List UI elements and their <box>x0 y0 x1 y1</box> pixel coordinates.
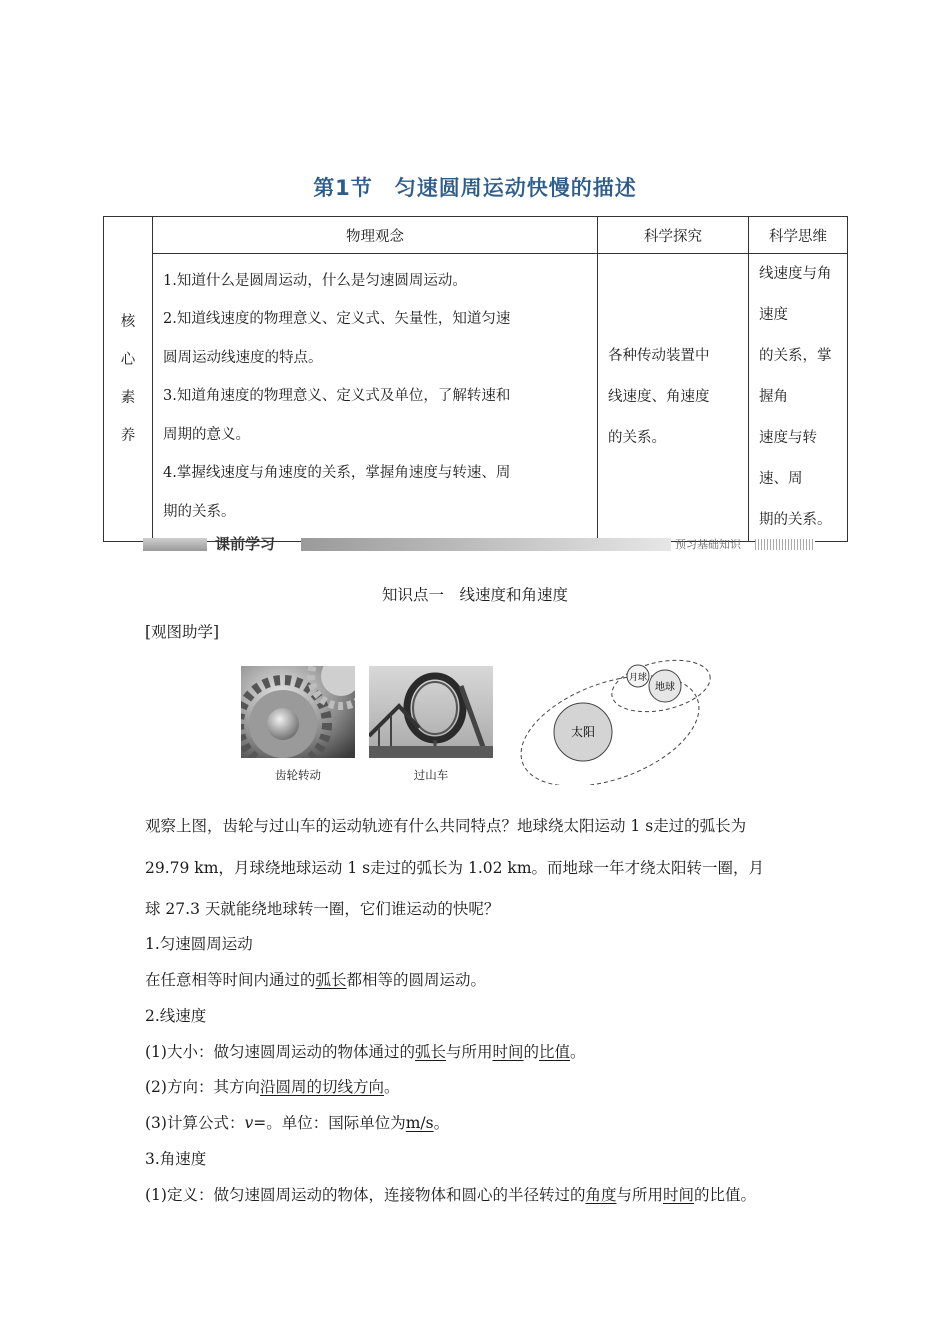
banner-stripes <box>755 539 815 550</box>
earth-orbit <box>512 655 714 785</box>
gear-caption: 齿轮转动 <box>275 768 321 782</box>
section-heading: 知识点一 线速度和角速度 <box>381 586 568 604</box>
scientific-inquiry-cell: 各种传动装置中 线速度、角速度 的关系。 <box>598 254 749 542</box>
side-label: 核 心 素 养 <box>104 217 153 542</box>
earth-label: 地球 <box>655 682 675 693</box>
physics-concept-cell: 1.知道什么是圆周运动，什么是匀速圆周运动。 2.知道线速度的物理意义、定义式、矢量性，知道匀速 圆周运动线速度的特点。 3.知道角速度的物理意义、定义式及单位，了解转速和 周期的意义。 4.掌握线速度与角速度的关系，掌握角速度与转速、周 期的关系。 <box>153 254 598 542</box>
s2-line-3: (3)计算公式：v=。单位：国际单位为m/s。 <box>145 1114 450 1132</box>
header-scientific-thinking: 科学思维 <box>749 217 848 254</box>
coaster-image <box>369 666 493 758</box>
sun-label: 太阳 <box>570 725 596 739</box>
banner-subtitle: 预习基础知识 <box>675 538 741 551</box>
s2-line-1: (1)大小：做匀速圆周运动的物体通过的弧长与所用时间的比值。 <box>145 1043 586 1061</box>
paragraph-line-2: 29.79 km，月球绕地球运动 1 s走过的弧长为 1.02 km。而地球一年才绕太阳转一圈，月 <box>145 859 765 877</box>
section-banner <box>143 533 815 555</box>
banner-title: 课前学习 <box>215 535 276 553</box>
s3-heading: 3.角速度 <box>145 1150 207 1168</box>
s3-line-1: (1)定义：做匀速圆周运动的物体，连接物体和圆心的半径转过的角度与所用时间的比值。 <box>145 1186 757 1204</box>
banner-bar-middle <box>301 538 671 551</box>
banner-bar-left <box>143 538 207 551</box>
header-physics-concept: 物理观念 <box>153 217 598 254</box>
gear-photo <box>241 666 355 758</box>
coaster-caption: 过山车 <box>413 768 449 782</box>
observe-label: [观图助学] <box>145 623 220 641</box>
coaster-photo <box>369 666 493 758</box>
paragraph-line-1: 观察上图，齿轮与过山车的运动轨迹有什么共同特点？地球绕太阳运动 1 s走过的弧长为 <box>145 817 747 835</box>
header-scientific-inquiry: 科学探究 <box>598 217 749 254</box>
s2-heading: 2.线速度 <box>145 1007 207 1025</box>
s1-heading: 1.匀速圆周运动 <box>145 935 253 953</box>
orbit-diagram <box>512 655 722 785</box>
s2-line-2: (2)方向：其方向沿圆周的切线方向。 <box>145 1078 400 1096</box>
core-literacy-table <box>103 216 848 542</box>
gear-image <box>241 666 355 758</box>
scientific-thinking-cell: 线速度与角速度 的关系，掌握角 速度与转速、周 期的关系。 <box>749 254 848 542</box>
moon-label: 月球 <box>628 673 648 683</box>
s1-line: 在任意相等时间内通过的弧长都相等的圆周运动。 <box>145 971 487 989</box>
page-title: 第1节 匀速圆周运动快慢的描述 <box>313 176 637 200</box>
paragraph-line-3: 球 27.3 天就能绕地球转一圈，它们谁运动的快呢？ <box>145 900 500 918</box>
